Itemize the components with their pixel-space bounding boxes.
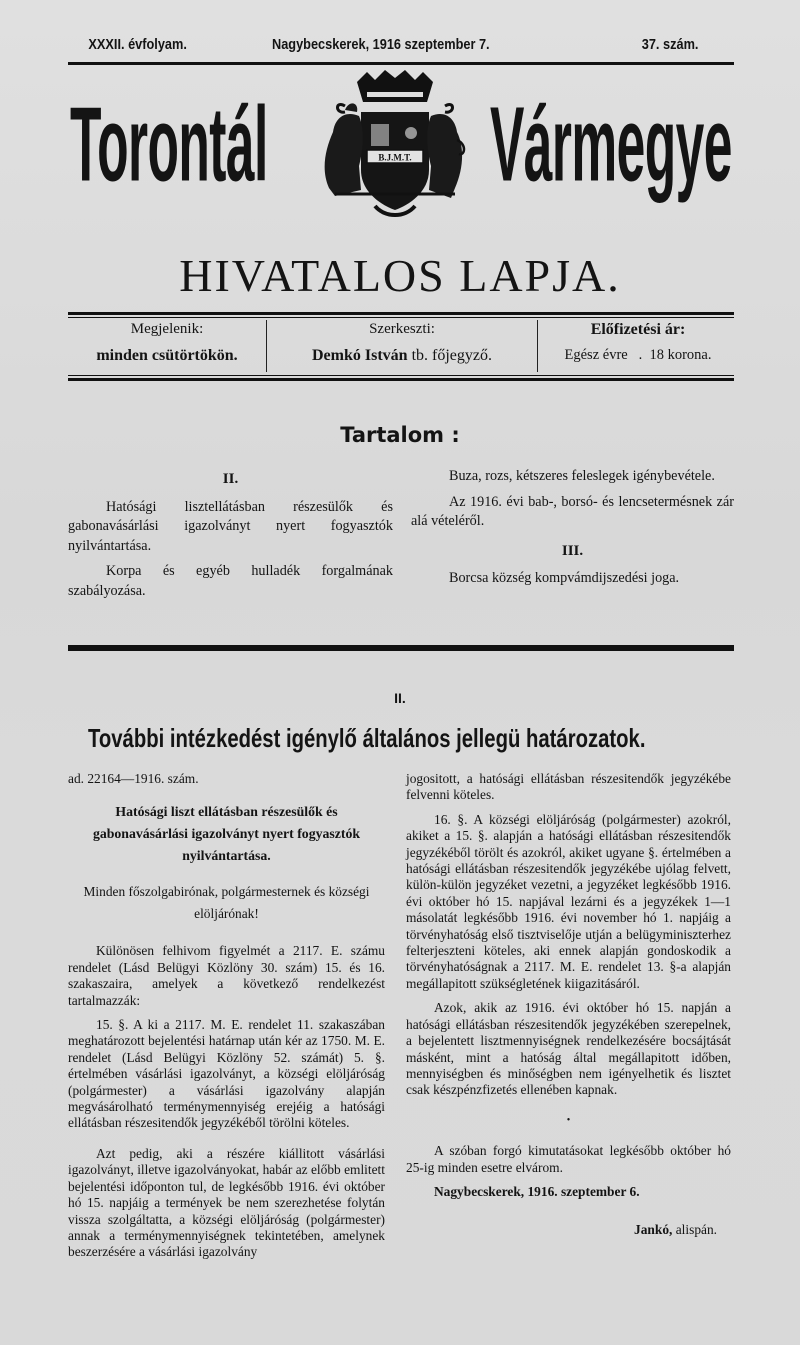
editor-title: tb. főjegyző. [411,347,492,364]
contents-left-column [68,470,393,607]
article-reference: ad. 22164—1916. szám. [68,771,199,786]
subtitle: HIVATALOS LAPJA. [179,250,621,301]
article-closing: A szóban forgó kimutatásokat legkésőbb október hó 25-ig minden esetre elvárom. [406,1143,731,1175]
info-bottom-rule [68,378,734,381]
contents-section-ii: II. [222,471,239,487]
price-label: Előfizetési ár: [590,321,686,338]
editor-info [267,322,537,364]
info-top-rule-thin [68,317,734,318]
volume-label: XXXII. évfolyam. [88,36,187,53]
place-date-label: Nagybecskerek, 1916 szeptember 7. [272,36,490,53]
title-right: Vármegye [490,86,732,204]
article-signature [406,1222,731,1238]
editor-name: Demkó István [312,347,408,364]
contents-item[interactable]: Az 1916. évi bab-, borsó- és lencsetermésnek zár alá vételéről. [411,493,734,529]
published-info [68,322,266,364]
contents-item[interactable]: Buza, rozs, kétszeres feleslegek igénybevétele. [449,468,715,484]
contents-bottom-rule [68,645,734,651]
article-place-date: Nagybecskerek, 1916. szeptember 6. [434,1183,640,1199]
article-paragraph: Azok, akik az 1916. évi október hó 15. napján a hatósági ellátásban részesitendők jegyzékében szerepelnek, a bejelentett lisztmennyiségnek rendelkezésére bocsájtását másként, mint a hatóság által megállapitott időben, mennyiségben és minőségben nem igényelhetik és lisztet csak készpénzfizetés ellenében kapnak. [406,1000,731,1098]
contents-item[interactable]: Hatósági lisztellátásban részesülők és gabonavásárlási igazolványt nyert fogyasztók nyilvántartása. [68,498,393,554]
header-rule [68,62,734,65]
signature-title: alispán. [675,1222,717,1238]
article-paragraph: Azt pedig, aki a részére kiállitott vásárlási igazolványt, illetve igazolványokat, habár az előbb emlitett bejelentési időponton tul, de legkésőbb 1916. évi október hó 15. napjáig a termények be nem szerezhetése folytán vissza szolgáltatta, a községi elöljáróság (polgármester) annak a terménymennyiségnek tekintetében, amelynek beszerzésére a vásárlási igazolvány [68,1145,385,1260]
info-bottom-rule-thin [68,375,734,376]
published-value: minden csütörtökön. [96,347,238,364]
title-left: Torontál [70,86,268,204]
svg-text:B.J.M.T.: B.J.M.T. [378,152,412,163]
section-number: II. [394,690,406,706]
article-paragraph: 15. §. A ki a 2117. M. E. rendelet 11. szakaszában meghatározott bejelentési határnap után kér az 1750. M. E. rendelet (Lásd Belügyi Közlöny 52. számát) 5. §. értelmében vásárlási igazolványt, a községi elöljáróság (polgármester) a vásárlási igazolvány alapján megvásárolható terménymennyiség erejéig a hatósági ellátásban részesitendők jegyzékéből törölni köteles. [68,1017,385,1131]
article-heading: Hatósági liszt ellátásban részesülők és gabonavásárlási igazolványt nyert fogyasztók nyilvántartása. [92,804,361,864]
section-title: További intézkedést igénylő általános jellegü határozatok. [88,723,646,753]
article-divider: • [566,1114,571,1126]
coat-of-arms-icon [305,70,485,218]
article-paragraph: Különösen felhivom figyelmét a 2117. E. számu rendelet (Lásd Belügyi Közlöny 30. szám) 15. és 16. szakaszaira, amelyek a következő rendelkezést tartalmazzák: [68,943,385,1008]
price-info [538,322,738,363]
contents-right-column [411,467,734,595]
info-top-rule [68,312,734,315]
issue-meta-line [68,28,734,58]
article-left-column [68,771,385,1261]
editor-label: Szerkeszti: [369,321,435,337]
contents-section-iii: III. [561,542,584,559]
contents-item[interactable]: Korpa és egyéb hulladék forgalmának szabályozása. [68,563,393,599]
signature-name: Jankó, [634,1222,673,1238]
price-value: Egész évre . 18 korona. [564,347,712,363]
issue-number-label: 37. szám. [641,36,699,53]
published-label: Megjelenik: [130,321,204,337]
contents-title: Tartalom : [340,423,460,447]
article-right-column [406,771,731,1239]
contents-item[interactable]: Borcsa község kompvámdijszedési joga. [449,570,680,586]
article-paragraph: jogositott, a hatósági ellátásban részesitendők jegyzékébe felvenni köteles. [406,771,731,803]
article-paragraph: 16. §. A községi elöljáróság (polgármester) azokról, akiket a 15. §. alapján a hatósági ellátásban részesitendők jegyzékéből törölt és azokról, akiket ugyane §. értelmében a hatósági ellátásban részesitendők jegyzékébe ujólag felvett, külön-külön jegyzéket vezetni, a jegyzéket legkésőbb 1916. évi október hó 15. napjával lezárni és a jegyzékek 1—1 másolatát legkésőbb 1916. évi november hó 1. napjáig a törvényhatóság első tisztviselője utján a belügyminiszterhez felterjeszteni köteles, aki ennek alapján gondoskodik a törvényhatóságnak a 2117. M. E. rendelet 13. §-a alapján megállapitott szükségletének kiigazitásáról. [406,811,731,991]
article-address: Minden főszolgabirónak, polgármesternek és községi elöljárónak! [83,884,370,922]
